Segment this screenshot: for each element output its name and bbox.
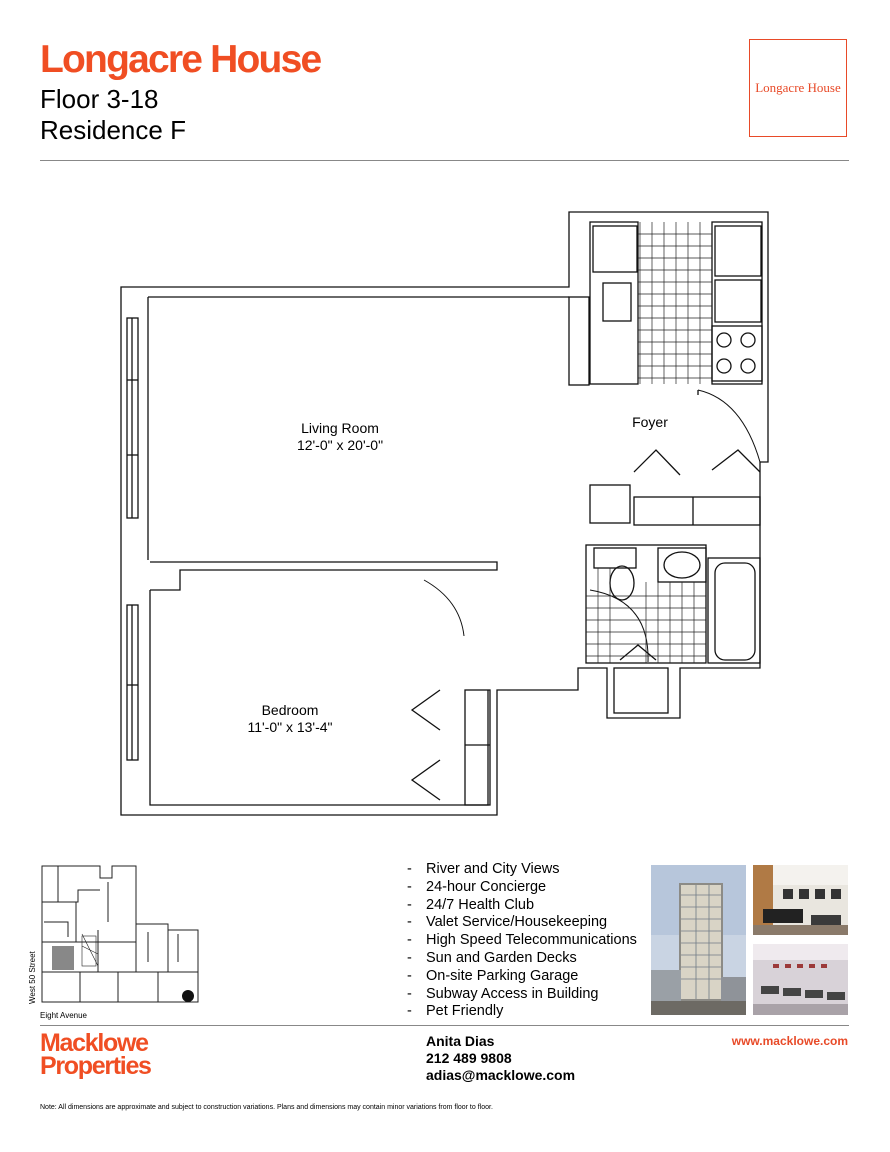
lounge-photo <box>753 865 848 935</box>
logo-text: Longacre House <box>755 80 841 95</box>
living-room-label <box>270 420 410 454</box>
toilet-icon <box>610 566 634 600</box>
list-item: - On-site Parking Garage <box>407 967 579 984</box>
room-dims: 11'-0" x 13'-4" <box>247 719 333 735</box>
floor-label: Floor 3-18 <box>40 84 159 114</box>
site-plan <box>38 862 208 1012</box>
footer-divider <box>40 1025 849 1026</box>
list-item: - Sun and Garden Decks <box>407 949 577 966</box>
brand-line: Macklowe <box>40 1029 148 1057</box>
unit-highlight <box>52 946 74 970</box>
room-name: Living Room <box>301 420 379 436</box>
list-item: - High Speed Telecommunications <box>407 932 637 949</box>
site-avenue-label: Eight Avenue <box>40 1011 88 1020</box>
contact-phone: 212 489 9808 <box>426 1050 512 1066</box>
macklowe-logo <box>40 1029 151 1080</box>
list-item: - 24/7 Health Club <box>407 896 535 913</box>
outer-wall <box>121 212 768 815</box>
room-name: Bedroom <box>261 702 319 718</box>
disclaimer-note: Note: All dimensions are approximate and subject to construction variations. Plans and dimensions may contain minor variations from floor to floor. <box>40 1104 493 1111</box>
building-photo <box>651 865 746 1015</box>
brand-line: Properties <box>40 1052 151 1080</box>
property-title: Longacre House <box>40 38 321 81</box>
site-street-label: West 50 Street <box>28 951 37 1004</box>
list-item: - Subway Access in Building <box>407 985 599 1002</box>
north-arrow-icon <box>182 990 194 1002</box>
stove-icon <box>717 333 731 347</box>
foyer-label <box>615 414 685 431</box>
contact-block <box>426 1033 575 1084</box>
list-item: - Pet Friendly <box>407 1003 504 1020</box>
contact-email[interactable]: adias@macklowe.com <box>426 1067 576 1083</box>
sink-icon <box>664 552 700 578</box>
residence-label: Residence F <box>40 115 186 145</box>
room-name: Foyer <box>632 414 668 430</box>
bathtub-icon <box>715 563 755 660</box>
room-dims: 12'-0" x 20'-0" <box>296 437 384 453</box>
list-item: - 24-hour Concierge <box>407 878 547 895</box>
contact-name: Anita Dias <box>426 1033 495 1049</box>
list-item: - Valet Service/Housekeeping <box>407 914 608 931</box>
gym-photo <box>753 944 848 1015</box>
amenities-list <box>407 861 637 1021</box>
website-link[interactable]: www.macklowe.com <box>731 1034 848 1048</box>
bedroom-label <box>220 702 360 736</box>
list-item: - River and City Views <box>407 861 560 877</box>
